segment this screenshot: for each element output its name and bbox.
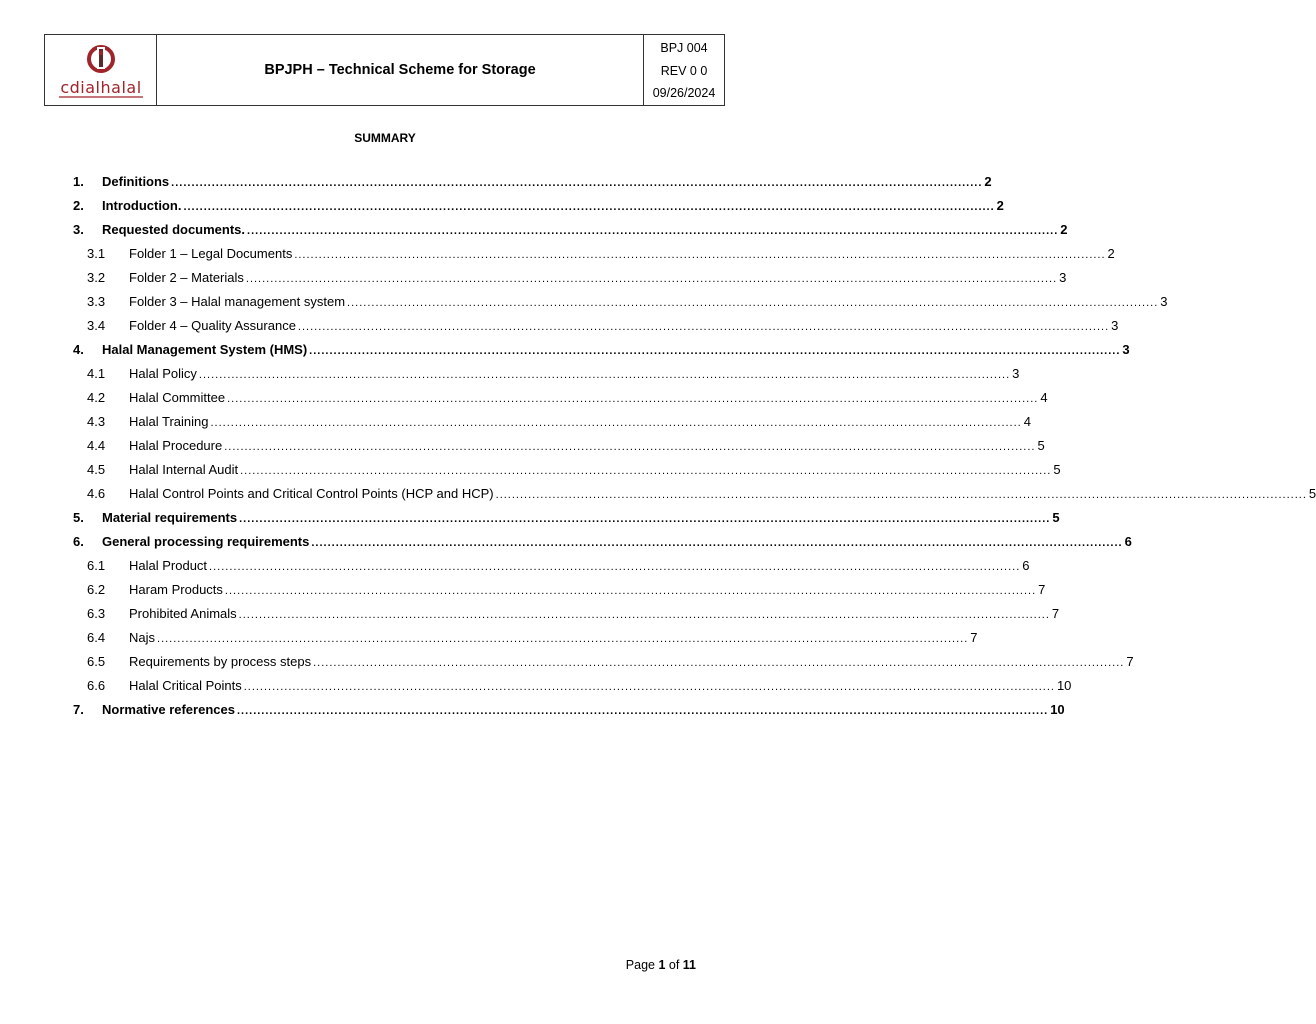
page-label: Page bbox=[625, 958, 659, 972]
toc-entry-number: 7. bbox=[73, 702, 84, 717]
toc-entry-page: 3 bbox=[1059, 270, 1067, 285]
toc-dot-leader: ........................................................................................................................................................................................................ bbox=[224, 585, 1037, 597]
toc-entry-page: 2 bbox=[1107, 246, 1115, 261]
summary-heading: SUMMARY bbox=[354, 131, 416, 145]
toc-entry[interactable] bbox=[73, 602, 1060, 626]
toc-entry-number: 6.4 bbox=[87, 630, 106, 645]
cdialhalal-logo bbox=[53, 41, 149, 99]
toc-entry-page: 6 bbox=[1022, 558, 1030, 573]
toc-entry[interactable] bbox=[73, 626, 978, 650]
toc-dot-leader: ........................................................................................................................................................................................................ bbox=[313, 657, 1125, 669]
toc-entry-number: 2. bbox=[73, 198, 84, 213]
toc-entry-title: General processing requirements bbox=[102, 534, 310, 549]
toc-entry-page: 3 bbox=[1122, 342, 1130, 357]
toc-dot-leader: ........................................................................................................................................................................................................ bbox=[297, 321, 1110, 333]
toc-dot-leader: ........................................................................................................................................................................................................ bbox=[238, 609, 1050, 621]
toc-entry-number: 3.2 bbox=[87, 270, 106, 285]
toc-entry[interactable] bbox=[73, 362, 1020, 386]
toc-entry-number: 3.4 bbox=[87, 318, 106, 333]
toc-entry[interactable] bbox=[73, 674, 1072, 698]
toc-entry-page: 7 bbox=[1126, 654, 1134, 669]
toc-entry-title: Haram Products bbox=[129, 582, 223, 597]
page-of-label: of bbox=[665, 958, 683, 972]
toc-entry-title: Requested documents. bbox=[102, 222, 246, 237]
toc-entry-title: Definitions bbox=[102, 174, 170, 189]
toc-entry-title: Halal Critical Points bbox=[129, 678, 242, 693]
toc-entry-number: 4.6 bbox=[87, 486, 106, 501]
toc-dot-leader: ........................................................................................................................................................................................................ bbox=[224, 441, 1036, 453]
toc-dot-leader: ........................................................................................................................................................................................................ bbox=[227, 393, 1039, 405]
toc-dot-leader: ........................................................................................................................................................................................................ bbox=[311, 537, 1123, 549]
toc-dot-leader: ........................................................................................................................................................................................................ bbox=[183, 201, 995, 213]
toc-entry[interactable] bbox=[73, 650, 1134, 674]
toc-entry-title: Halal Management System (HMS) bbox=[102, 342, 308, 357]
document-meta bbox=[644, 35, 724, 105]
toc-entry-title: Folder 1 – Legal Documents bbox=[129, 246, 293, 261]
toc-dot-leader: ........................................................................................................................................................................................................ bbox=[198, 369, 1011, 381]
toc-entry-number: 5. bbox=[73, 510, 84, 525]
toc-entry[interactable] bbox=[73, 314, 1119, 338]
document-title: BPJPH – Technical Scheme for Storage bbox=[157, 35, 644, 105]
toc-entry-page: 2 bbox=[996, 198, 1004, 213]
toc-entry-page: 10 bbox=[1056, 678, 1072, 693]
toc-entry[interactable] bbox=[73, 554, 1030, 578]
toc-entry-number: 4. bbox=[73, 342, 84, 357]
toc-entry-number: 6.6 bbox=[87, 678, 106, 693]
toc-dot-leader: ........................................................................................................................................................................................................ bbox=[157, 633, 969, 645]
toc-entry-title: Requirements by process steps bbox=[129, 654, 312, 669]
toc-entry-page: 3 bbox=[1012, 366, 1020, 381]
toc-entry[interactable] bbox=[73, 218, 1068, 242]
toc-dot-leader: ........................................................................................................................................................................................................ bbox=[309, 345, 1121, 357]
toc-entry-title: Prohibited Animals bbox=[129, 606, 237, 621]
toc-entry[interactable] bbox=[73, 530, 1132, 554]
toc-entry-title: Halal Committee bbox=[129, 390, 226, 405]
toc-entry-number: 4.1 bbox=[87, 366, 106, 381]
logo-wordmark: cdialhalal bbox=[59, 78, 142, 97]
toc-entry[interactable] bbox=[73, 170, 992, 194]
toc-dot-leader: ........................................................................................................................................................................................................ bbox=[247, 225, 1059, 237]
toc-entry-page: 3 bbox=[1160, 294, 1168, 309]
toc-entry[interactable] bbox=[73, 458, 1061, 482]
table-of-contents bbox=[73, 170, 1316, 722]
toc-entry-number: 6.2 bbox=[87, 582, 106, 597]
toc-entry-number: 6.1 bbox=[87, 558, 106, 573]
toc-entry-title: Material requirements bbox=[102, 510, 238, 525]
toc-entry-page: 3 bbox=[1111, 318, 1119, 333]
toc-entry[interactable] bbox=[73, 386, 1048, 410]
page-total: 11 bbox=[682, 958, 696, 972]
toc-entry-number: 4.3 bbox=[87, 414, 106, 429]
toc-entry-number: 1. bbox=[73, 174, 84, 189]
toc-entry-number: 3.1 bbox=[87, 246, 106, 261]
toc-entry[interactable] bbox=[73, 410, 1031, 434]
toc-entry-title: Halal Control Points and Critical Control Points (HCP and HCP) bbox=[129, 486, 494, 501]
toc-dot-leader: ........................................................................................................................................................................................................ bbox=[171, 177, 983, 189]
toc-entry-number: 4.5 bbox=[87, 462, 106, 477]
toc-entry-number: 6.5 bbox=[87, 654, 106, 669]
toc-entry-number: 6.3 bbox=[87, 606, 106, 621]
toc-entry-page: 7 bbox=[1051, 606, 1060, 621]
toc-dot-leader: ........................................................................................................................................................................................................ bbox=[236, 705, 1049, 717]
toc-entry-page: 5 bbox=[1308, 486, 1316, 501]
toc-entry-title: Folder 2 – Materials bbox=[129, 270, 244, 285]
toc-entry-title: Folder 3 – Halal management system bbox=[129, 294, 346, 309]
toc-entry[interactable] bbox=[73, 578, 1046, 602]
toc-entry[interactable] bbox=[73, 482, 1316, 506]
toc-entry[interactable] bbox=[73, 266, 1067, 290]
page-current: 1 bbox=[658, 958, 666, 972]
toc-entry-title: Halal Internal Audit bbox=[129, 462, 239, 477]
toc-dot-leader: ........................................................................................................................................................................................................ bbox=[243, 681, 1055, 693]
toc-entry[interactable] bbox=[73, 242, 1115, 266]
toc-entry-number: 6. bbox=[73, 534, 84, 549]
toc-entry[interactable] bbox=[73, 506, 1060, 530]
toc-entry[interactable] bbox=[73, 290, 1168, 314]
toc-entry[interactable] bbox=[73, 434, 1045, 458]
toc-entry-page: 10 bbox=[1050, 702, 1065, 717]
toc-entry-title: Introduction. bbox=[102, 198, 182, 213]
toc-entry[interactable] bbox=[73, 698, 1065, 722]
toc-entry-page: 5 bbox=[1053, 462, 1061, 477]
toc-entry-page: 6 bbox=[1124, 534, 1132, 549]
toc-entry-title: Folder 4 – Quality Assurance bbox=[129, 318, 296, 333]
toc-dot-leader: ........................................................................................................................................................................................................ bbox=[239, 513, 1051, 525]
toc-entry-number: 3.3 bbox=[87, 294, 106, 309]
toc-entry-page: 2 bbox=[1060, 222, 1068, 237]
toc-dot-leader: ........................................................................................................................................................................................................ bbox=[210, 417, 1022, 429]
logo-cell bbox=[45, 35, 157, 105]
toc-entry-title: Najs bbox=[129, 630, 156, 645]
toc-entry[interactable] bbox=[73, 338, 1130, 362]
toc-entry[interactable] bbox=[73, 194, 1004, 218]
page-footer bbox=[626, 958, 696, 972]
toc-entry-number: 3. bbox=[73, 222, 84, 237]
toc-dot-leader: ........................................................................................................................................................................................................ bbox=[347, 297, 1159, 309]
toc-entry-title: Halal Policy bbox=[129, 366, 197, 381]
toc-entry-page: 4 bbox=[1040, 390, 1048, 405]
toc-entry-number: 4.2 bbox=[87, 390, 106, 405]
toc-entry-page: 4 bbox=[1023, 414, 1031, 429]
revision: REV 0 0 bbox=[660, 63, 708, 78]
toc-entry-title: Normative references bbox=[102, 702, 235, 717]
toc-entry-page: 5 bbox=[1052, 510, 1060, 525]
toc-dot-leader: ........................................................................................................................................................................................................ bbox=[240, 465, 1052, 477]
toc-dot-leader: ........................................................................................................................................................................................................ bbox=[245, 273, 1058, 285]
toc-dot-leader: ........................................................................................................................................................................................................ bbox=[294, 249, 1106, 261]
toc-entry-title: Halal Procedure bbox=[129, 438, 223, 453]
toc-entry-page: 2 bbox=[984, 174, 992, 189]
toc-dot-leader: ........................................................................................................................................................................................................ bbox=[495, 489, 1307, 501]
document-header bbox=[44, 34, 725, 106]
toc-entry-title: Halal Training bbox=[129, 414, 209, 429]
toc-entry-page: 5 bbox=[1037, 438, 1045, 453]
toc-entry-page: 7 bbox=[1038, 582, 1046, 597]
toc-entry-number: 4.4 bbox=[87, 438, 106, 453]
toc-dot-leader: ........................................................................................................................................................................................................ bbox=[209, 561, 1021, 573]
doc-date: 09/26/2024 bbox=[652, 86, 716, 100]
toc-entry-title: Halal Product bbox=[129, 558, 208, 573]
toc-entry-page: 7 bbox=[970, 630, 978, 645]
doc-code: BPJ 004 bbox=[660, 41, 708, 55]
